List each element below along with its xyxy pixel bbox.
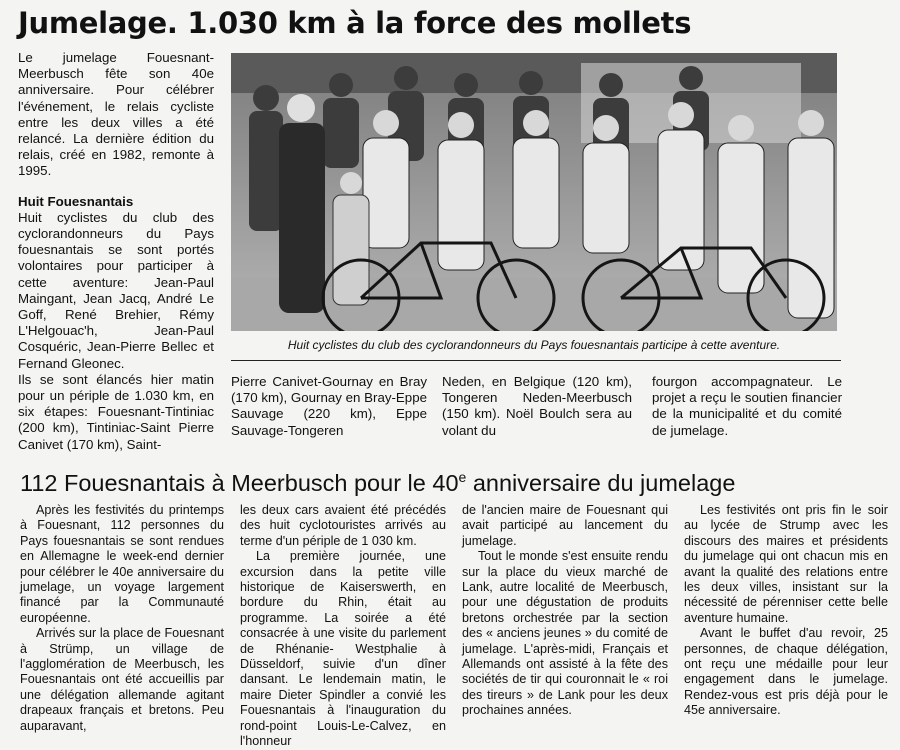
article1-column-2 xyxy=(231,374,427,439)
paragraph: Après les festivités du printemps à Fouesnant, 112 personnes du Pays fouesnantais se sont rendues en Allemagne le week-end dernier pour célébrer le 40e anniversaire du jumelage, un voyage largement financé par la Communauté européenne. xyxy=(20,503,224,625)
article1-column-1 xyxy=(18,50,214,453)
headline-text: anniversaire du jumelage xyxy=(466,470,736,496)
paragraph: Tout le monde s'est ensuite rendu sur la place du vieux marché de Lank, autre localité de Meerbusch, pour une dégustation de produits bretons orchestrée par la section des « anciens jeunes » du comité de jumelage. L'après-midi, Français et Allemands ont assisté à la fête des sociétés de tir qui couronnait le « roi des tireurs » de Lank pour les deux prochaines années. xyxy=(462,549,668,718)
divider xyxy=(231,360,841,361)
paragraph: Arrivés sur la place de Fouesnant à Strümp, un village de l'agglomération de Meerbusch, les Fouesnantais ont été accueillis par une délégation allemande agitant drapeaux français et bretons. Peu auparavant, xyxy=(20,626,224,733)
article2-column-3 xyxy=(462,503,668,719)
group-photo xyxy=(231,53,837,331)
headline xyxy=(20,470,735,497)
paragraph: les deux cars avaient été précédés des huit cyclotouristes arrivés au terme d'un périple de 1 030 km. xyxy=(240,503,446,548)
paragraph: Les festivités ont pris fin le soir au lycée de Strump avec les discours des maires et présidents du jumelage qui ont chacun mis en avant la qualité des relations entre les deux villes, insistant sur la nécessité de pérenniser cette belle aventure humaine. xyxy=(684,503,888,625)
intro-paragraph: Le jumelage Fouesnant-Meerbusch fête son 40e anniversaire. Pour célébrer l'événement, le relais cycliste entre les deux villes a été relancé. La dernière édition du relais, créé en 1982, remonte à 1995. xyxy=(18,50,214,179)
article1-column-4 xyxy=(652,374,842,439)
subheading: Huit Fouesnantais xyxy=(18,193,134,209)
headline-text: 112 Fouesnantais à Meerbusch pour le 40 xyxy=(20,470,459,496)
paragraph: Pierre Canivet-Gournay en Bray (170 km), Gournay en Bray-Eppe Sauvage (220 km), Eppe Sauvage-Tongeren xyxy=(231,374,427,438)
photo-illustration xyxy=(231,53,837,331)
article1-column-3 xyxy=(442,374,632,439)
headline: Jumelage. 1.030 km à la force des mollets xyxy=(18,6,692,40)
paragraph: La première journée, une excursion dans la petite ville historique de Kaiserswerth, en bordure du Rhin, était au programme. La soirée a été consacrée à une visite du parlement de Rhénanie- Westphalie à Düsseldorf, suivie d'un dîner dansant. Le lendemain matin, le maire Dieter Spindler a convié les Fouesnantais à l'inauguration du rond-point Louis-Le-Calvez, en l'honneur xyxy=(240,549,446,749)
article2-column-4 xyxy=(684,503,888,719)
photo-caption: Huit cyclistes du club des cyclorandonneurs du Pays fouesnantais participe à cette aventure. xyxy=(287,338,781,352)
paragraph: Ils se sont élancés hier matin pour un périple de 1.030 km, en six étapes: Fouesnant-Tintiniac (200 km), Tintiniac-Saint Pierre Canivet (170 km), Saint- xyxy=(18,371,214,452)
paragraph: fourgon accompagnateur. Le projet a reçu le soutien financier de la municipalité et du comité de jumelage. xyxy=(652,374,842,438)
paragraph: de l'ancien maire de Fouesnant qui avait participé au lancement du jumelage. xyxy=(462,503,668,548)
article2-column-2 xyxy=(240,503,446,750)
paragraph: Avant le buffet d'au revoir, 25 personnes, de chaque délégation, ont reçu une médaille pour leur engagement dans le jumelage. Rendez-vous est pris déjà pour le 45e anniversaire. xyxy=(684,626,888,718)
ordinal-suffix: e xyxy=(458,469,467,486)
paragraph: Huit cyclistes du club des cyclorandonneurs du Pays fouesnantais se sont portés volontaires pour participer à cette aventure: Jean-Paul Maingant, Jean Jacq, André Le Goff, René Brehier, Rémy L'Helgouac'h, Jean-Paul Cosquéric, Jean-Pierre Bellec et Fernand Gleonec. xyxy=(18,209,214,371)
paragraph: Neden, en Belgique (120 km), Tongeren Neden-Meerbusch (150 km). Noël Boulch sera au volant du xyxy=(442,374,632,438)
article2-column-1 xyxy=(20,503,224,734)
